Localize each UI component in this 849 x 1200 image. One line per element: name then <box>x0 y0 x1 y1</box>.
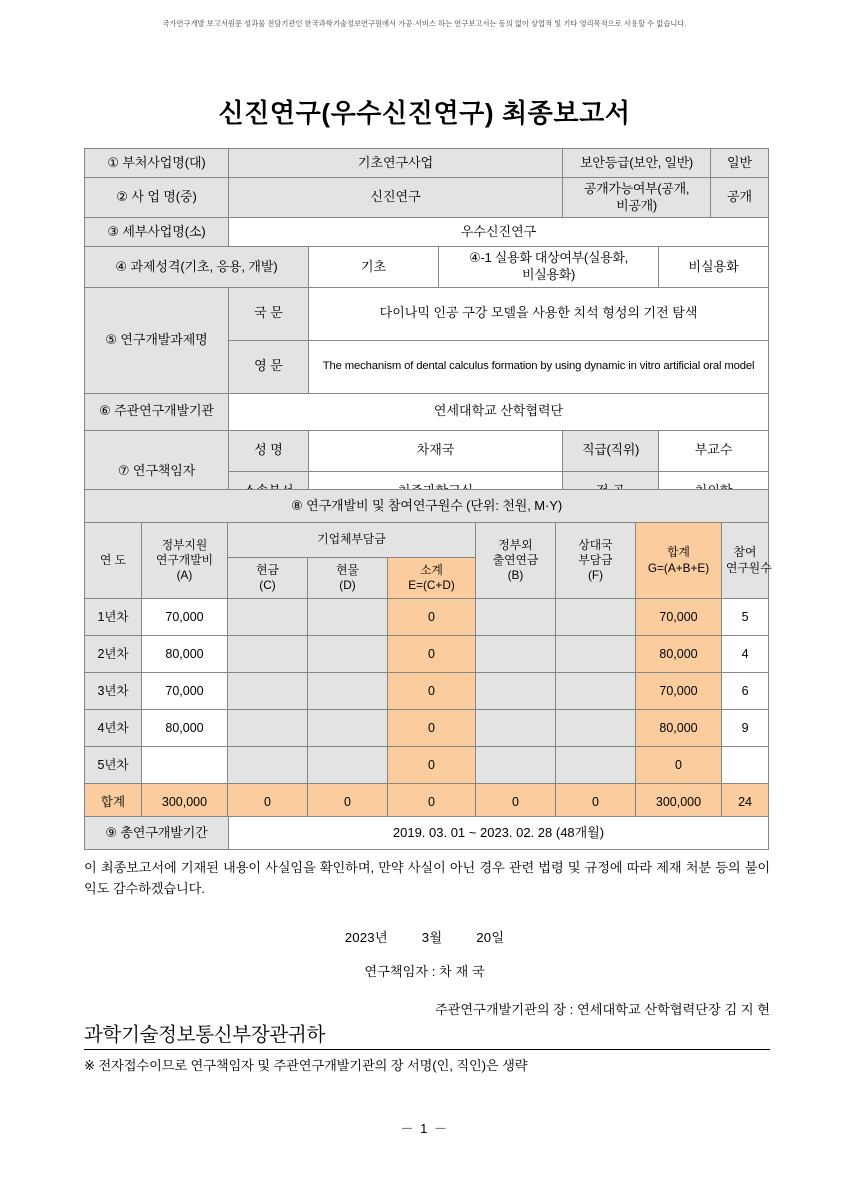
cell-partner <box>556 673 636 710</box>
label-research-period: ⑨ 총연구개발기간 <box>85 817 229 850</box>
value-sub-program: 우수신진연구 <box>229 218 769 247</box>
pi-signature-line: 연구책임자 : 차 재 국 <box>364 964 485 979</box>
header-researchers-line2: 연구원수 <box>726 560 772 575</box>
cell-researchers: 6 <box>722 673 769 710</box>
label-principal-investigator: ⑦ 연구책임자 <box>85 430 229 512</box>
value-ministry-program: 기초연구사업 <box>229 149 563 178</box>
label-program-name: ② 사 업 명(중) <box>85 178 229 218</box>
cell-subtotal: 0 <box>388 599 476 636</box>
header-in-kind-line1: 현물 <box>336 562 359 577</box>
header-researchers <box>722 523 772 599</box>
table-row <box>85 523 769 558</box>
page-title: 신진연구(우수신진연구) 최종보고서 <box>218 98 631 128</box>
header-gov-outside <box>476 523 556 599</box>
header-total <box>636 523 722 599</box>
budget-table-caption: ⑧ 연구개발비 및 참여연구원수 (단위: 천원, M·Y) <box>85 490 769 523</box>
header-gov-support-line3: (A) <box>176 568 193 583</box>
label-project-title: ⑤ 연구개발과제명 <box>85 287 229 393</box>
label-title-english: 영 문 <box>229 340 309 393</box>
cell-total: 70,000 <box>636 599 722 636</box>
header-partner-country <box>556 523 636 599</box>
cell-total: 0 <box>636 747 722 784</box>
confirmation-statement: 이 최종보고서에 기재된 내용이 사실임을 확인하며, 만약 사실이 아닌 경우 관련 법령 및 규정에 따라 제재 처분 등의 불이익도 감수하겠습니다. <box>84 860 770 897</box>
cell-gov-support: 80,000 <box>142 710 228 747</box>
cell-partner <box>556 747 636 784</box>
cell-subtotal: 0 <box>388 747 476 784</box>
signature-date <box>0 927 849 946</box>
cell-gov-outside <box>476 710 556 747</box>
label-commercialization: ④-1 실용화 대상여부(실용화, 비실용화) <box>439 247 659 287</box>
header-cash-line2: (C) <box>259 578 276 592</box>
cell-gov-support: 300,000 <box>142 784 228 821</box>
header-gov-outside-line3: (B) <box>507 568 524 583</box>
value-program-name: 신진연구 <box>229 178 563 218</box>
header-cash-line1: 현금 <box>256 562 279 577</box>
ministry-honorific: 귀하 <box>287 1024 325 1046</box>
project-info-table <box>84 148 769 513</box>
cell-cash <box>228 636 308 673</box>
value-disclosure: 공개 <box>711 178 769 218</box>
table-row <box>85 673 769 710</box>
value-security-grade: 일반 <box>711 149 769 178</box>
table-row <box>85 393 769 430</box>
value-project-character: 기초 <box>309 247 439 287</box>
cell-partner: 0 <box>556 784 636 821</box>
budget-table <box>84 489 772 821</box>
cell-researchers: 5 <box>722 599 769 636</box>
cell-year: 합계 <box>85 784 142 821</box>
label-sub-program: ③ 세부사업명(소) <box>85 218 229 247</box>
cell-researchers: 24 <box>722 784 769 821</box>
cell-subtotal: 0 <box>388 636 476 673</box>
cell-subtotal: 0 <box>388 673 476 710</box>
table-row <box>85 599 769 636</box>
cell-in-kind <box>308 673 388 710</box>
cell-gov-support: 70,000 <box>142 599 228 636</box>
value-title-english: The mechanism of dental calculus formation by using dynamic in vitro artificial oral model <box>309 340 769 393</box>
header-in-kind <box>308 558 388 599</box>
table-row <box>85 817 769 850</box>
signature-month: 3월 <box>421 930 443 945</box>
cell-subtotal: 0 <box>388 710 476 747</box>
header-gov-outside-line1: 정부외 <box>498 537 533 552</box>
cell-in-kind: 0 <box>308 784 388 821</box>
header-total-line1: 합계 <box>667 545 690 560</box>
copyright-notice: 국가연구개발 보고서원문 성과물 전담기관인 한국과학기술정보연구원에서 가공·서비스 하는 연구보고서는 동의 없이 상업적 및 기타 영리목적으로 사용할 수 없습니다. <box>162 19 687 28</box>
header-total-line2: G=(A+B+E) <box>647 560 710 575</box>
cell-gov-support <box>142 747 228 784</box>
header-partner-line2: 부담금 <box>578 552 613 567</box>
label-pi-rank: 직급(직위) <box>563 430 659 471</box>
table-row <box>85 287 769 340</box>
header-gov-support <box>142 523 228 599</box>
header-year: 연 도 <box>85 523 142 599</box>
cell-researchers <box>722 747 769 784</box>
header-subtotal-line1: 소계 <box>420 562 443 577</box>
cell-in-kind <box>308 636 388 673</box>
label-title-korean: 국 문 <box>229 287 309 340</box>
cell-year: 5년차 <box>85 747 142 784</box>
table-row <box>85 149 769 178</box>
cell-gov-outside <box>476 673 556 710</box>
cell-gov-outside <box>476 599 556 636</box>
cell-partner <box>556 599 636 636</box>
table-row <box>85 710 769 747</box>
cell-in-kind <box>308 599 388 636</box>
page-number: － 1 － <box>400 1121 449 1136</box>
cell-in-kind <box>308 747 388 784</box>
cell-total: 300,000 <box>636 784 722 821</box>
cell-total: 70,000 <box>636 673 722 710</box>
header-gov-support-line2: 연구개발비 <box>156 552 213 567</box>
cell-gov-support: 80,000 <box>142 636 228 673</box>
cell-researchers: 4 <box>722 636 769 673</box>
value-pi-rank: 부교수 <box>659 430 769 471</box>
institution-signature-line: 주관연구개발기관의 장 : 연세대학교 산학협력단장 김 지 현 <box>434 1002 770 1017</box>
footnote-text: ※ 전자접수이므로 연구책임자 및 주관연구개발기관의 장 서명(인, 직인)은 생략 <box>84 1058 528 1073</box>
cell-gov-support: 70,000 <box>142 673 228 710</box>
label-host-institution: ⑥ 주관연구개발기관 <box>85 393 229 430</box>
cell-year: 3년차 <box>85 673 142 710</box>
cell-total: 80,000 <box>636 636 722 673</box>
cell-cash: 0 <box>228 784 308 821</box>
table-row <box>85 247 769 287</box>
header-gov-support-line1: 정부지원 <box>161 537 208 552</box>
signature-day: 20일 <box>476 930 505 945</box>
table-row <box>85 636 769 673</box>
label-project-character: ④ 과제성격(기초, 응용, 개발) <box>85 247 309 287</box>
table-row <box>85 430 769 471</box>
value-pi-name: 차재국 <box>309 430 563 471</box>
table-row <box>85 218 769 247</box>
ministry-addressee <box>84 1019 770 1050</box>
value-commercialization: 비실용화 <box>659 247 769 287</box>
cell-in-kind <box>308 710 388 747</box>
cell-cash <box>228 673 308 710</box>
header-subtotal <box>388 558 476 599</box>
signature-year: 2023년 <box>344 930 388 945</box>
table-row-total <box>85 784 769 821</box>
value-research-period: 2019. 03. 01 ~ 2023. 02. 28 (48개월) <box>229 817 769 850</box>
cell-cash <box>228 710 308 747</box>
research-period-table <box>84 816 769 850</box>
cell-partner <box>556 636 636 673</box>
cell-subtotal: 0 <box>388 784 476 821</box>
header-subtotal-line2: E=(C+D) <box>408 578 455 592</box>
cell-year: 2년차 <box>85 636 142 673</box>
header-partner-line3: (F) <box>587 568 604 583</box>
cell-cash <box>228 599 308 636</box>
value-host-institution: 연세대학교 산학협력단 <box>229 393 769 430</box>
table-row <box>85 747 769 784</box>
label-security-grade: 보안등급(보안, 일반) <box>563 149 711 178</box>
cell-year: 1년차 <box>85 599 142 636</box>
ministry-name: 과학기술정보통신부장관 <box>84 1024 288 1046</box>
value-title-korean: 다이나믹 인공 구강 모델을 사용한 치석 형성의 기전 탐색 <box>309 287 769 340</box>
header-in-kind-line2: (D) <box>339 578 356 592</box>
cell-gov-outside: 0 <box>476 784 556 821</box>
cell-researchers: 9 <box>722 710 769 747</box>
cell-total: 80,000 <box>636 710 722 747</box>
label-pi-name: 성 명 <box>229 430 309 471</box>
header-cash <box>228 558 308 599</box>
label-ministry-program: ① 부처사업명(대) <box>85 149 229 178</box>
label-disclosure: 공개가능여부(공개, 비공개) <box>563 178 711 218</box>
cell-year: 4년차 <box>85 710 142 747</box>
table-row <box>85 490 769 523</box>
header-partner-line1: 상대국 <box>578 537 613 552</box>
cell-gov-outside <box>476 636 556 673</box>
cell-cash <box>228 747 308 784</box>
cell-gov-outside <box>476 747 556 784</box>
table-row <box>85 178 769 218</box>
header-gov-outside-line2: 출연연금 <box>492 552 539 567</box>
header-company-contribution: 기업체부담금 <box>228 523 476 558</box>
header-researchers-line1: 참여 <box>733 545 757 560</box>
cell-partner <box>556 710 636 747</box>
